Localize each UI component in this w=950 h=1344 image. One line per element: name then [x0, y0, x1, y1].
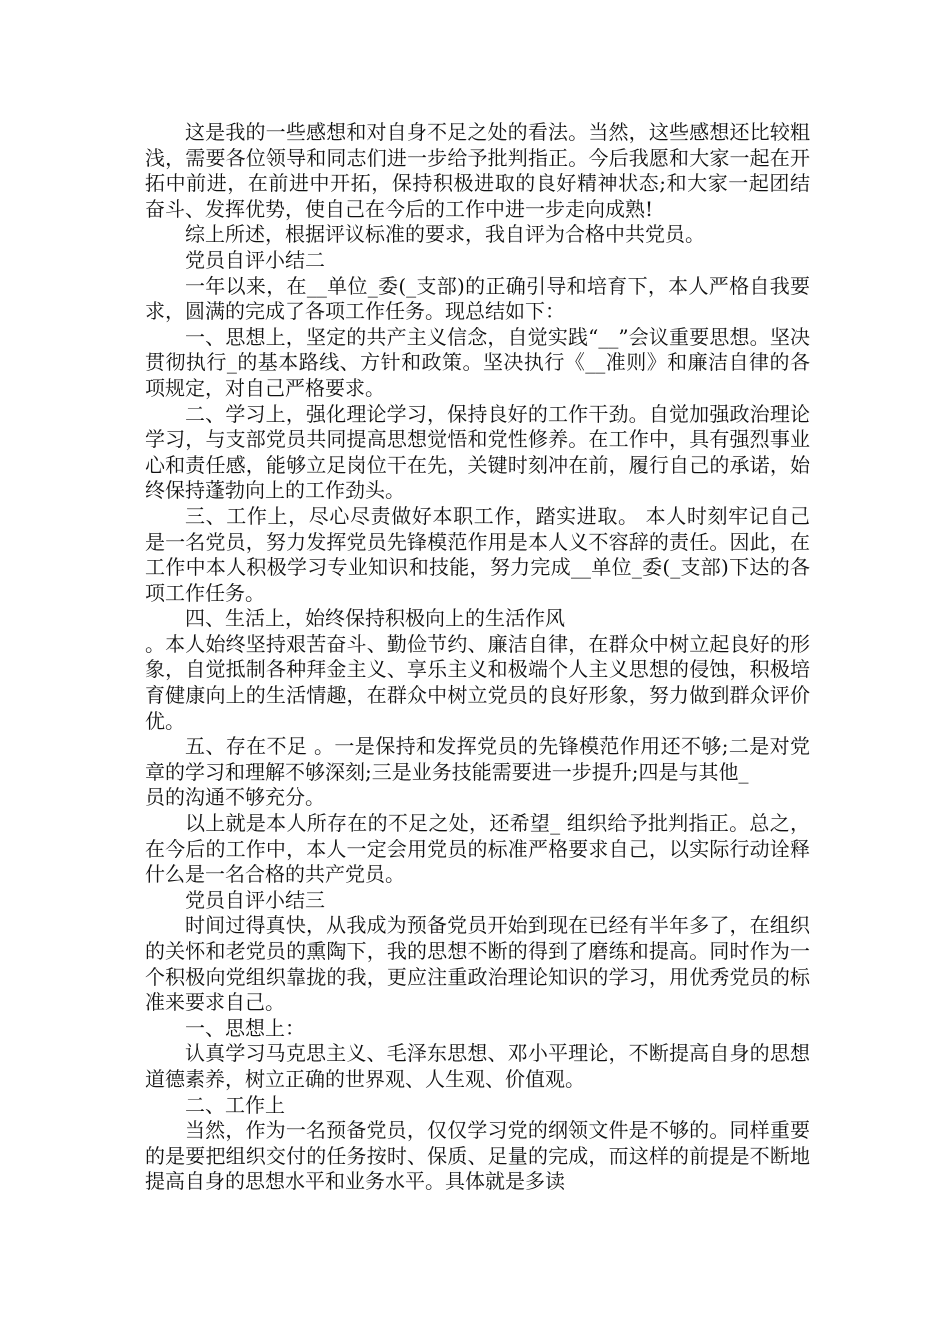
paragraph-ideology: 一、思想上，坚定的共产主义信念，自觉实践“__”会议重要思想。坚决贯彻执行_的基本路线、方针和政策。坚决执行《__准则》和廉洁自律的各项规定，对自己严格要求。 — [145, 324, 810, 400]
subheading-ideology: 一、思想上： — [185, 1015, 305, 1040]
paragraph-work-three: 当然，作为一名预备党员，仅仅学习党的纲领文件是不够的。同样重要的是要把组织交付的任务按时、保质、足量的完成，而这样的前提是不断地提高自身的思想水平和业务水平。具体就是多读 — [145, 1118, 810, 1194]
paragraph-life-heading: 四、生活上，始终保持积极向上的生活作风 — [185, 606, 565, 631]
paragraph-closing-remarks: 这是我的一些感想和对自身不足之处的看法。当然，这些感想还比较粗浅，需要各位领导和同志们进一步给予批判指正。今后我愿和大家一起在开拓中前进，在前进中开拓，保持积极进取的良好精神状态;和大家一起团结奋斗、发挥优势，使自己在今后的工作中进一步走向成熟! — [145, 120, 810, 221]
paragraph-intro-three: 时间过得真快，从我成为预备党员开始到现在已经有半年多了，在组织的关怀和老党员的熏陶下，我的思想不断的得到了磨练和提高。同时作为一个积极向党组织靠拢的我，更应注重政治理论知识的学习，用优秀党员的标准来要求自己。 — [145, 913, 810, 1015]
paragraph-shortcomings: 五、存在不足 。一是保持和发挥党员的先锋模范作用还不够;二是对党章的学习和理解不够深刻;三是业务技能需要进一步提升;四是与其他_ — [145, 734, 810, 784]
paragraph-intro-two: 一年以来，在__单位_委(_支部)的正确引导和培育下，本人严格自我要求，圆满的完成了各项工作任务。现总结如下： — [145, 273, 810, 324]
section-heading-summary-two: 党员自评小结二 — [185, 247, 325, 272]
paragraph-conclusion: 综上所述，根据评议标准的要求，我自评为合格中共党员。 — [185, 222, 705, 247]
paragraph-shortcomings-tail: 员的沟通不够充分。 — [145, 785, 325, 810]
paragraph-closing-two: 以上就是本人所存在的不足之处，还希望_ 组织给予批判指正。总之，在今后的工作中，本人一定会用党员的标准严格要求自己，以实际行动诠释什么是一名合格的共产党员。 — [145, 811, 810, 887]
subheading-work: 二、工作上 — [185, 1092, 285, 1117]
paragraph-ideology-three: 认真学习马克思主义、毛泽东思想、邓小平理论，不断提高自身的思想道德素养，树立正确的世界观、人生观、价值观。 — [145, 1041, 810, 1091]
paragraph-work: 三、工作上，尽心尽责做好本职工作，踏实进取。 本人时刻牢记自己是一名党员，努力发挥党员先锋模范作用是本人义不容辞的责任。因此，在工作中本人积极学习专业知识和技能，努力完成__单位_委(_支部)下达的各项工作任务。 — [145, 503, 810, 605]
section-heading-summary-three: 党员自评小结三 — [185, 887, 325, 912]
paragraph-life-body: 。本人始终坚持艰苦奋斗、勤俭节约、廉洁自律，在群众中树立起良好的形象，自觉抵制各种拜金主义、享乐主义和极端个人主义思想的侵蚀，积极培育健康向上的生活情趣，在群众中树立党员的良好形象，努力做到群众评价优。 — [145, 631, 810, 733]
paragraph-study: 二、学习上，强化理论学习，保持良好的工作干劲。自觉加强政治理论学习，与支部党员共同提高思想觉悟和党性修养。在工作中，具有强烈事业心和责任感，能够立足岗位干在先，关键时刻冲在前，履行自己的承诺，始终保持蓬勃向上的工作劲头。 — [145, 401, 810, 503]
document-body — [145, 120, 810, 1195]
